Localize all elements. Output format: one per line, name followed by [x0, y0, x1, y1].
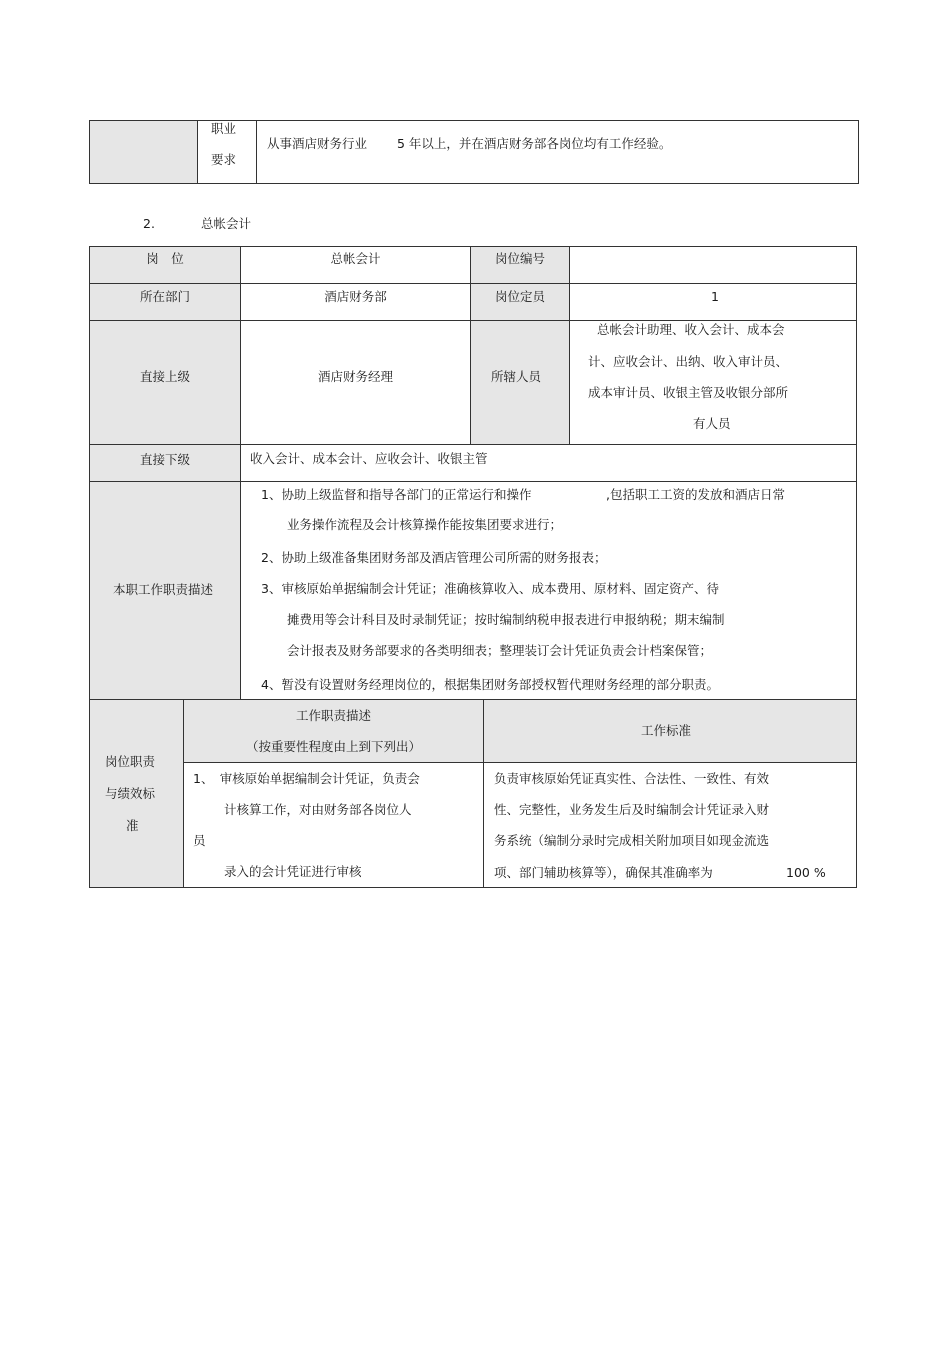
- subordinates-line-2: 计、应收会计、出纳、收入审计员、: [588, 354, 789, 369]
- perf-std-line-2: 性、完整性，业务发生后及时编制会计凭证录入财: [494, 802, 770, 817]
- perf-item-line-2: 计核算工作，对由财务部各岗位人: [224, 802, 412, 817]
- duty-line-6: 会计报表及财务部要求的各类明细表；整理装订会计凭证负责会计档案保管；: [287, 643, 713, 658]
- perf-std-header: 工作标准: [640, 723, 691, 738]
- row-rule-6: [183, 762, 857, 763]
- dept-value: 酒店财务部: [324, 289, 387, 304]
- duty-line-2: 业务操作流程及会计核算操作能按集团要求进行；: [287, 517, 563, 532]
- superior-value: 酒店财务经理: [317, 369, 393, 384]
- duty-line-7: 4、暂没有设置财务经理岗位的，根据集团财务部授权暂代理财务经理的部分职责。: [261, 677, 719, 692]
- position-value: 总帐会计: [330, 251, 381, 266]
- code-label: 岗位编号: [494, 251, 545, 266]
- section-number: 2.: [143, 216, 155, 231]
- direct-sub-value: 收入会计、成本会计、应收会计、收银主管: [250, 451, 488, 466]
- subordinates-line-4: 有人员: [693, 416, 731, 431]
- col-rule-a: [240, 246, 241, 699]
- perf-std-line-1: 负责审核原始凭证真实性、合法性、一致性、有效: [494, 771, 770, 786]
- perf-label-line-3: 准: [126, 818, 139, 833]
- duty-line-1: 1、协助上级监督和指导各部门的正常运行和操作: [261, 487, 532, 502]
- perf-label-line-1: 岗位职责: [105, 754, 156, 769]
- subordinates-label: 所辖人员: [490, 369, 541, 384]
- position-label: 岗 位: [146, 251, 184, 266]
- top-table-blank-cell: [90, 121, 197, 183]
- top-table-label-line2: 要求: [211, 152, 237, 167]
- perf-item-line-3: 员: [193, 833, 206, 848]
- duty-line-3: 2、协助上级准备集团财务部及酒店管理公司所需的财务报表；: [261, 550, 607, 565]
- quota-value: 1: [711, 288, 719, 304]
- quota-label: 岗位定员: [494, 289, 545, 304]
- top-table-value-part1: 从事酒店财务行业: [267, 136, 368, 151]
- perf-desc-header-1: 工作职责描述: [295, 708, 371, 723]
- top-table-divider-2: [256, 120, 257, 184]
- top-table-value-part2: 5 年以上，并在酒店财务部各岗位均有工作经验。: [397, 136, 672, 151]
- perf-item-line-1: 1、 审核原始单据编制会计凭证，负责会: [193, 771, 420, 786]
- duty-line-4: 3、审核原始单据编制会计凭证；准确核算收入、成本费用、原材料、固定资产、待: [261, 581, 719, 596]
- subordinates-line-1: 总帐会计助理、收入会计、成本会: [597, 322, 785, 337]
- top-table: [89, 120, 859, 184]
- perf-label-line-2: 与绩效标: [105, 786, 156, 801]
- perf-desc-header-2: （按重要性程度由上到下列出）: [245, 739, 421, 754]
- col-rule-d: [183, 699, 184, 888]
- superior-label: 直接上级: [139, 369, 190, 384]
- perf-std-percent: 100 %: [786, 865, 826, 880]
- duty-label: 本职工作职责描述: [112, 581, 213, 597]
- perf-item-line-4: 录入的会计凭证进行审核: [224, 864, 362, 879]
- subordinates-line-3: 成本审计员、收银主管及收银分部所: [588, 385, 789, 400]
- direct-sub-label: 直接下级: [139, 452, 190, 467]
- perf-std-line-3: 务系统（编制分录时完成相关附加项目如现金流选: [494, 833, 770, 848]
- perf-std-line-4: 项、部门辅助核算等），确保其准确率为: [494, 865, 713, 880]
- dept-label: 所在部门: [139, 289, 190, 304]
- code-value: [570, 247, 856, 283]
- top-table-label-line1: 职业: [211, 121, 237, 136]
- duty-line-5: 摊费用等会计科目及时录制凭证；按时编制纳税申报表进行申报纳税；期末编制: [287, 612, 725, 627]
- top-table-divider-1: [197, 120, 198, 184]
- section-title: 总帐会计: [201, 216, 252, 231]
- duty-line-1b: ,包括职工工资的发放和酒店日常: [606, 487, 785, 502]
